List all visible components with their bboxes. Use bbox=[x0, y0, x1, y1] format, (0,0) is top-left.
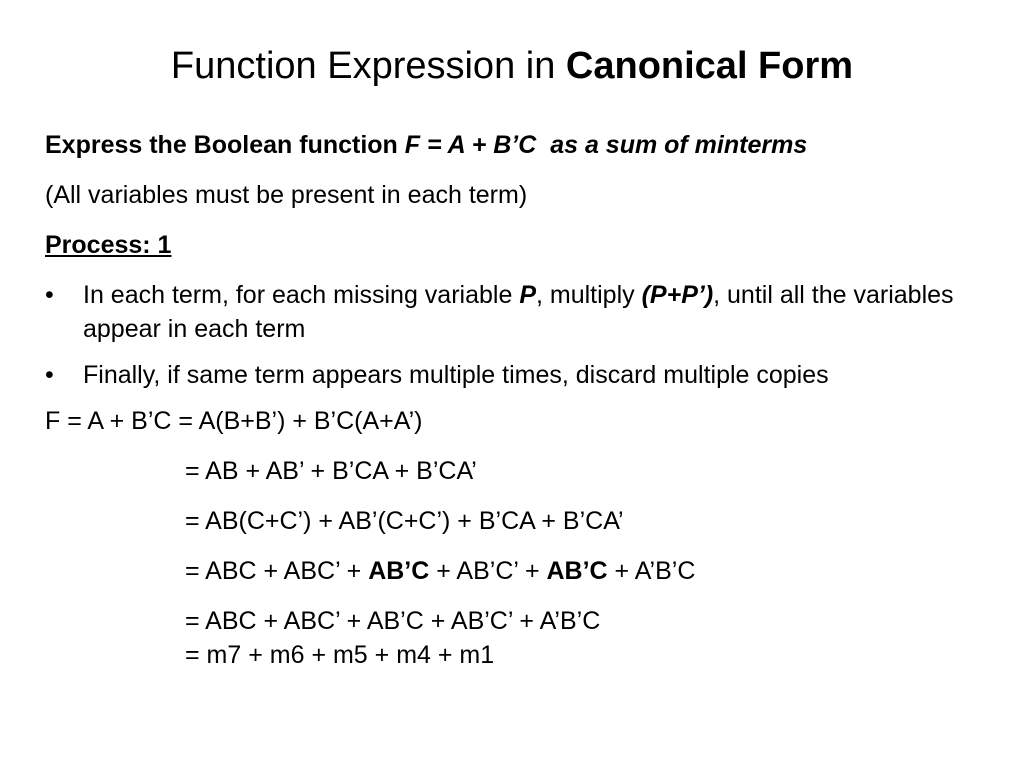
equation-1: = AB + AB’ + B’CA + B’CA’ bbox=[185, 457, 477, 485]
equation-0: F = A + B’C = A(B+B’) + B’C(A+A’) bbox=[45, 407, 423, 435]
eq3-part-e: + A’B’C bbox=[607, 557, 696, 585]
bullet-marker-1: • bbox=[45, 281, 54, 309]
bullet-1-part-3: , multiply bbox=[536, 281, 642, 309]
eq3-part-c: + AB’C’ + bbox=[429, 557, 547, 585]
task-function: F = A + B’C bbox=[404, 131, 537, 159]
bullet-1-part-5: , until all the variables appear in each term bbox=[83, 281, 954, 343]
slide-content bbox=[45, 128, 995, 688]
eq3-part-a: = ABC + ABC’ + bbox=[185, 557, 369, 585]
slide-title bbox=[0, 42, 1024, 90]
task-line bbox=[45, 128, 995, 162]
bullet-1-var: P bbox=[519, 281, 536, 309]
title-bold: Canonical Form bbox=[565, 45, 854, 87]
title-normal: Function Expression in bbox=[170, 45, 566, 87]
task-lead: Express the Boolean function bbox=[45, 131, 405, 159]
bullet-item-2 bbox=[45, 358, 995, 392]
note-line: (All variables must be present in each term) bbox=[45, 181, 528, 209]
equation-3 bbox=[185, 554, 995, 588]
bullet-item-1 bbox=[45, 278, 995, 346]
process-label bbox=[45, 228, 995, 262]
bullet-1-factor: (P+P’) bbox=[641, 281, 714, 309]
bullet-marker-2: • bbox=[45, 361, 54, 389]
task-tail: as a sum of minterms bbox=[536, 131, 808, 159]
bullet-1-part-1: In each term, for each missing variable bbox=[83, 281, 520, 309]
equation-4: = ABC + ABC’ + AB’C + AB’C’ + A’B’C bbox=[185, 607, 601, 635]
eq3-highlight-1: AB’C bbox=[368, 557, 430, 585]
bullet-2-text: Finally, if same term appears multiple times, discard multiple copies bbox=[83, 361, 829, 389]
process-label-text: Process: 1 bbox=[45, 231, 172, 259]
eq3-highlight-2: AB’C bbox=[546, 557, 608, 585]
equation-5: = m7 + m6 + m5 + m4 + m1 bbox=[185, 641, 495, 669]
equation-2: = AB(C+C’) + AB’(C+C’) + B’CA + B’CA’ bbox=[185, 507, 624, 535]
